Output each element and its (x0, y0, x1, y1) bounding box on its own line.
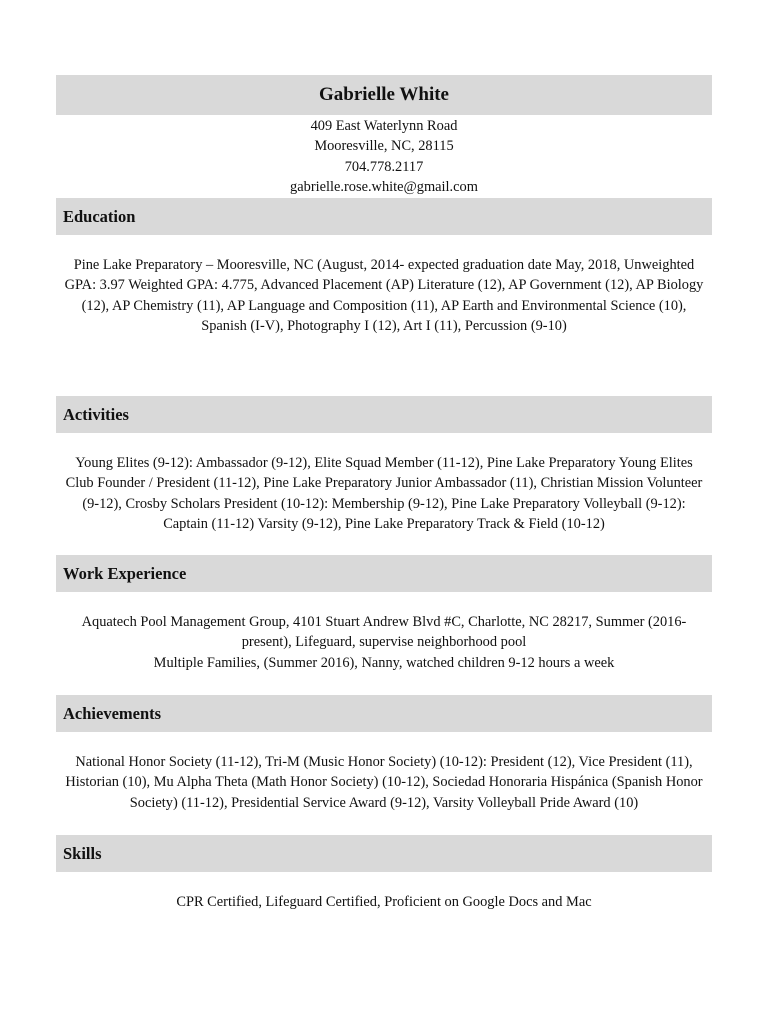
work-entry-nanny: Multiple Families, (Summer 2016), Nanny, watched children 9-12 hours a week (153, 654, 615, 671)
skills-section-body (56, 872, 712, 932)
email-address: gabrielle.rose.white@gmail.com (290, 178, 478, 195)
skills-title: Skills (63, 843, 102, 863)
education-text: Pine Lake Preparatory – Mooresville, NC (August, 2014- expected graduation date May, 2018, Unweighted GPA: 3.97 Weighted GPA: 4.775, Advanced Placement (AP) Literature (12), AP Government (12), AP Biology (12), AP Chemistry (11), AP Language and Composition (11), AP Earth and Environmental Science (10), Spanish (I-V), Photography I (12), Art I (11), Percussion (9-10) (64, 257, 704, 334)
address-line-1: 409 East Waterlynn Road (310, 118, 458, 134)
work-entry-aquatech: Aquatech Pool Management Group, 4101 Stuart Andrew Blvd #C, Charlotte, NC 28217, Summer (2016-present), Lifeguard, supervise neighborhood pool (81, 614, 687, 651)
phone-number: 704.778.2117 (344, 158, 424, 175)
address-line-2: Mooresville, NC, 28115 (314, 138, 454, 155)
resume-page (56, 75, 712, 932)
work-experience-section-body (56, 592, 712, 695)
achievements-title: Achievements (63, 703, 162, 723)
activities-section-body (56, 433, 712, 555)
name-header-bar (56, 75, 712, 115)
achievements-section-header (56, 695, 712, 732)
achievements-section-body (56, 732, 712, 835)
candidate-name: Gabrielle White (319, 84, 449, 105)
education-title: Education (63, 206, 136, 226)
activities-title: Activities (63, 404, 129, 424)
education-section-header (56, 198, 712, 235)
skills-section-header (56, 835, 712, 872)
achievements-text: National Honor Society (11-12), Tri-M (Music Honor Society) (10-12): President (12), Vice President (11), Historian (10), Mu Alpha Theta (Math Honor Society) (10-12), Sociedad Honoraria Hispánica (Spanish Honor Society) (11-12), Presidential Service Award (9-12), Varsity Volleyball Pride Award (10) (65, 754, 703, 811)
work-experience-title: Work Experience (63, 563, 187, 583)
contact-block (56, 115, 712, 198)
work-experience-section-header (56, 555, 712, 592)
education-section-body (56, 235, 712, 396)
activities-text: Young Elites (9-12): Ambassador (9-12), Elite Squad Member (11-12), Pine Lake Preparatory Young Elites Club Founder / President (11-12), Pine Lake Preparatory Junior Ambassador (11), Christian Mission Volunteer (9-12), Crosby Scholars President (10-12): Membership (9-12), Pine Lake Preparatory Volleyball (9-12): Captain (11-12) Varsity (9-12), Pine Lake Preparatory Track & Field (10-12) (65, 455, 703, 532)
activities-section-header (56, 396, 712, 433)
skills-text: CPR Certified, Lifeguard Certified, Proficient on Google Docs and Mac (176, 894, 592, 910)
